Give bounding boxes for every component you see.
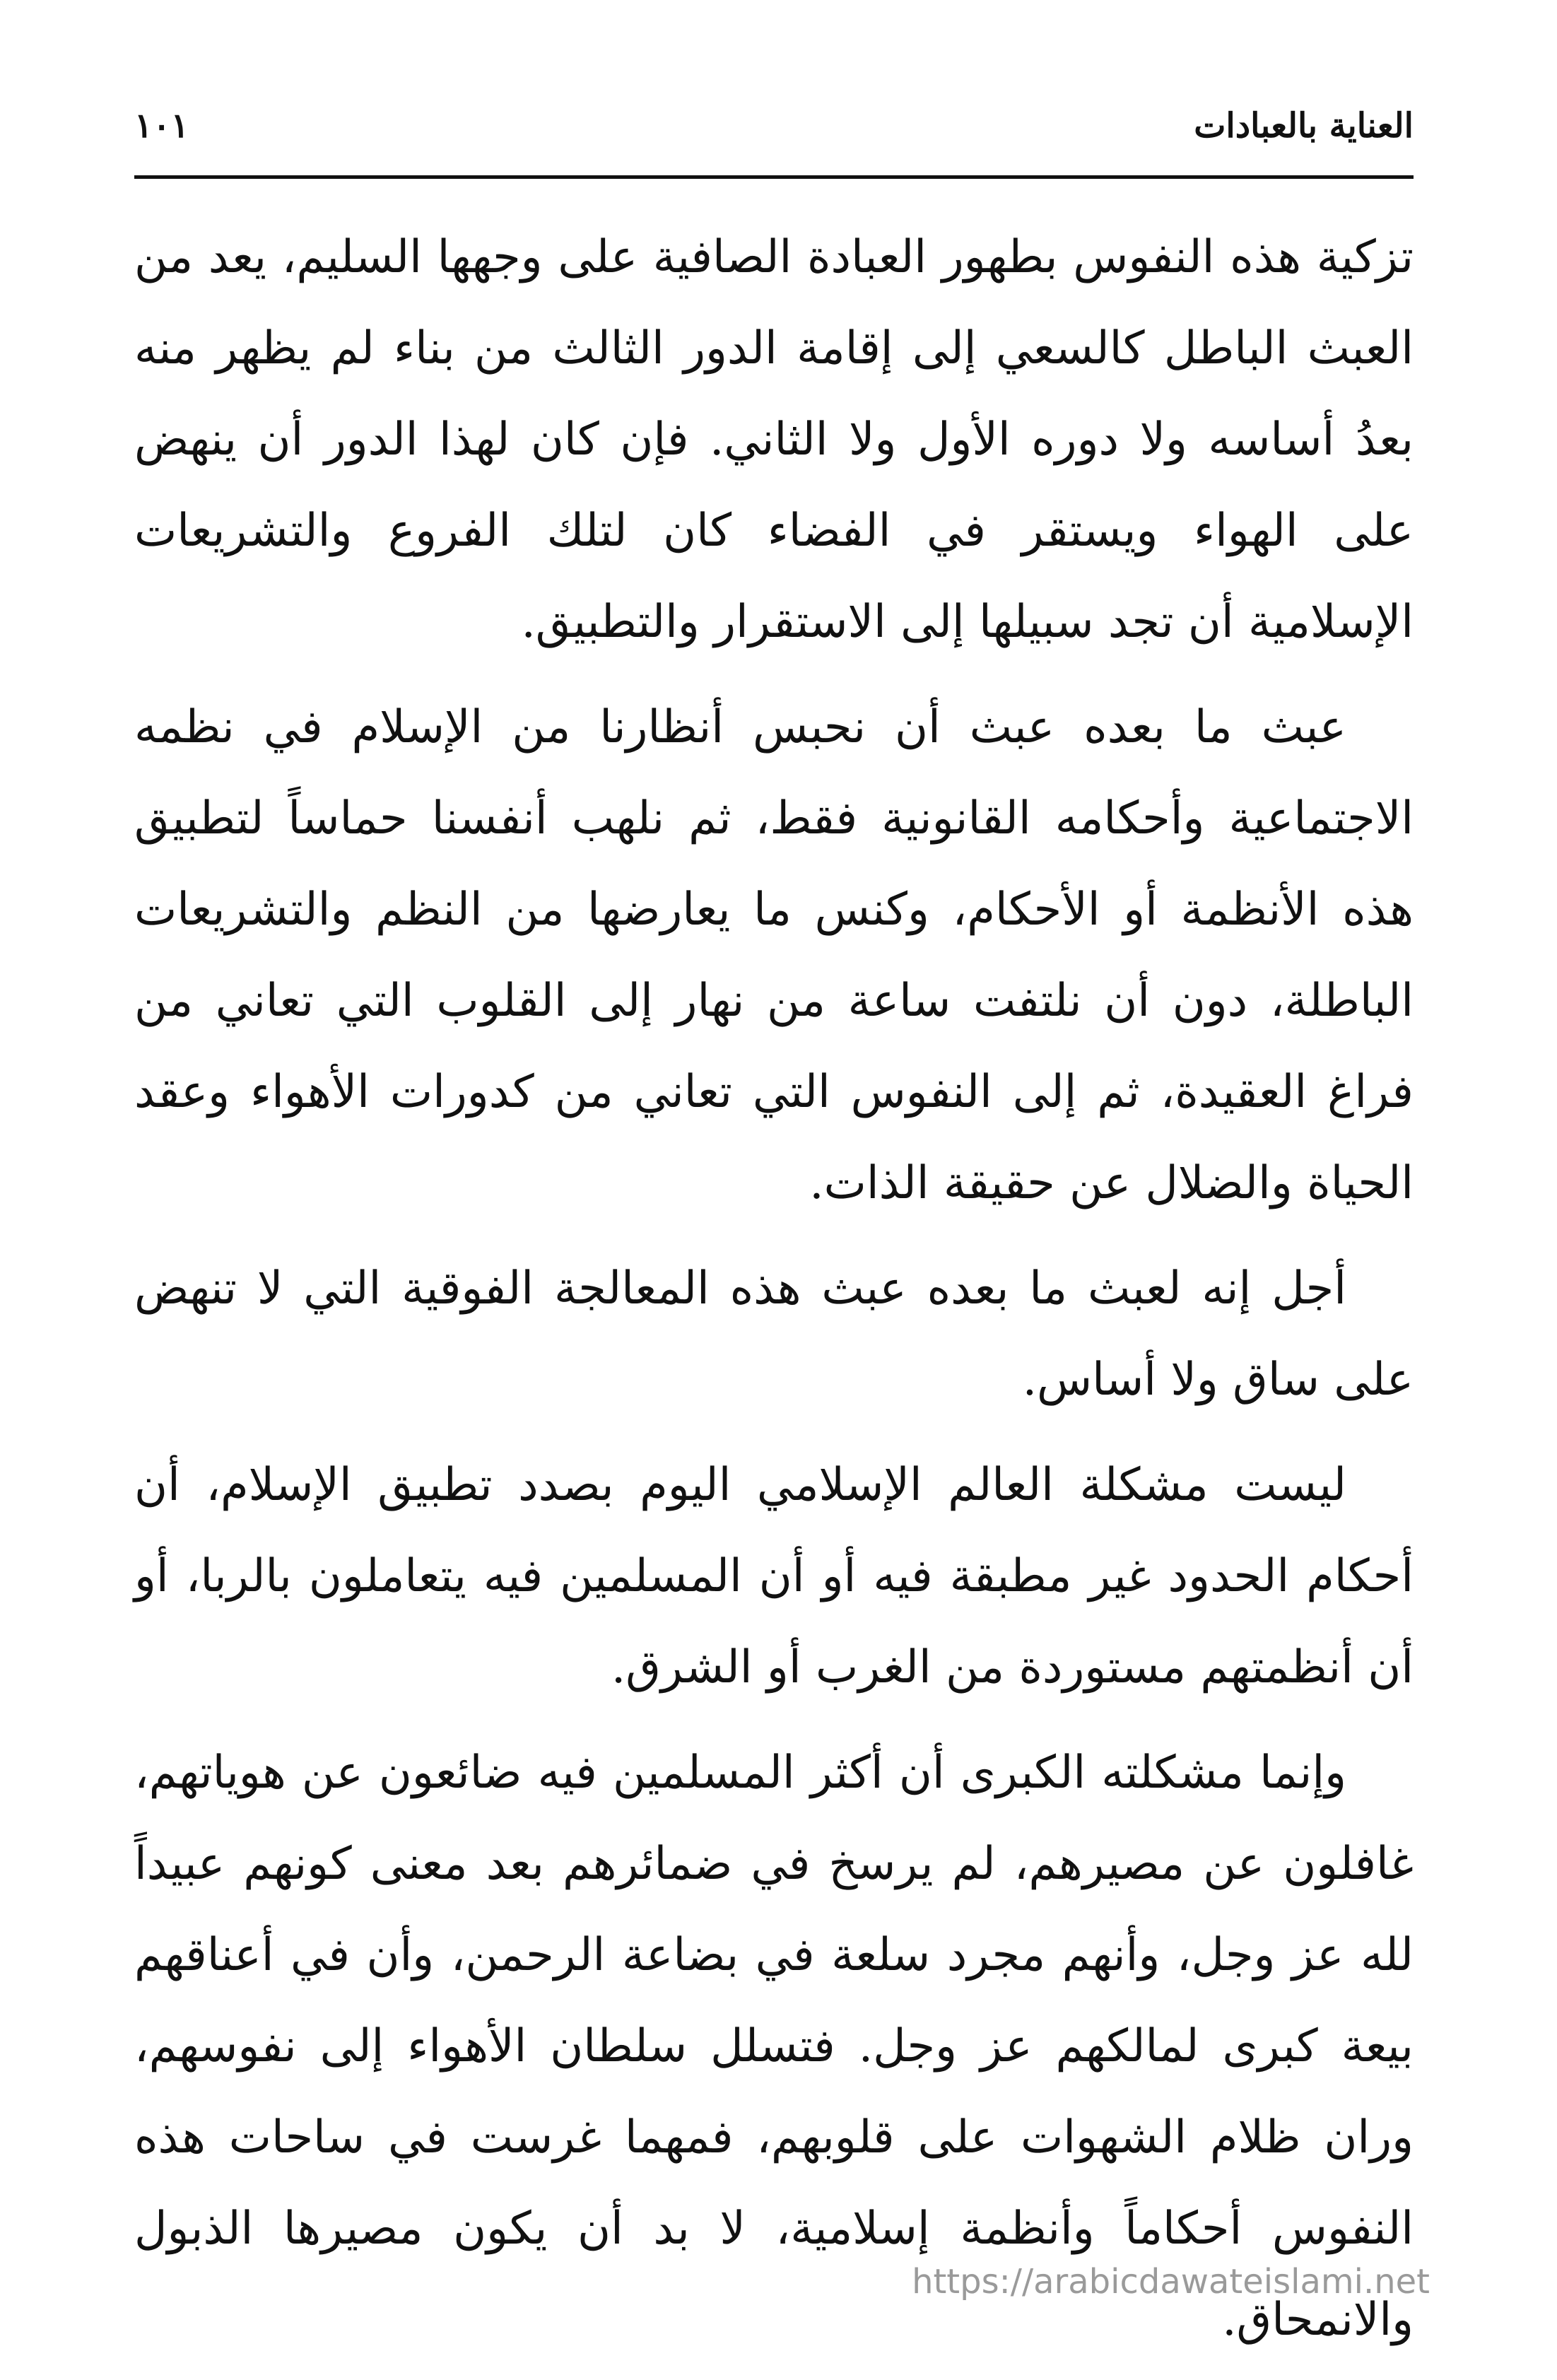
body-text [134, 212, 1414, 2380]
header-rule [134, 175, 1414, 179]
page-number: ١٠١ [134, 106, 189, 146]
running-title: العناية بالعبادات [1194, 106, 1414, 146]
paragraph-2: عبث ما بعده عبث أن نحبس أنظارنا من الإسلام في نظمه الاجتماعية وأحكامه القانونية فقط، ثم نلهب أنفسنا حماساً لتطبيق هذه الأنظمة أو الأحكام، وكنس ما يعارضها من النظم والتشريعات الباطلة، دون أن نلتفت ساعة من نهار إلى القلوب التي تعاني من فراغ العقيدة، ثم إلى النفوس التي تعاني من كدورات الأهواء وعقد الحياة والضلال عن حقيقة الذات. [134, 701, 1414, 1209]
paragraph-1: تزكية هذه النفوس بطهور العبادة الصافية على وجهها السليم، يعد من العبث الباطل كالسعي إلى إقامة الدور الثالث من بناء لم يظهر منه بعدُ أساسه ولا دوره الأول ولا الثاني. فإن كان لهذا الدور أن ينهض على الهواء ويستقر في الفضاء كان لتلك الفروع والتشريعات الإسلامية أن تجد سبيلها إلى الاستقرار والتطبيق. [134, 231, 1414, 648]
paragraph-3: أجل إنه لعبث ما بعده عبث هذه المعالجة الفوقية التي لا تنهض على ساق ولا أساس. [134, 1262, 1414, 1406]
watermark-url: https://arabicdawateislami.net [912, 2262, 1430, 2302]
page-header [134, 106, 1414, 163]
paragraph-4: ليست مشكلة العالم الإسلامي اليوم بصدد تطبيق الإسلام، أن أحكام الحدود غير مطبقة فيه أو أن المسلمين فيه يتعاملون بالربا، أو أن أنظمتهم مستوردة من الغرب أو الشرق. [134, 1459, 1414, 1694]
paragraph-5: وإنما مشكلته الكبرى أن أكثر المسلمين فيه ضائعون عن هوياتهم، غافلون عن مصيرهم، لم يرسخ في ضمائرهم بعد معنى كونهم عبيداً لله عز وجل، وأنهم مجرد سلعة في بضاعة الرحمن، وأن في أعناقهم بيعة كبرى لمالكهم عز وجل. فتسلل سلطان الأهواء إلى نفوسهم، وران ظلام الشهوات على قلوبهم، فمهما غرست في ساحات هذه النفوس أحكاماً وأنظمة إسلامية، لا بد أن يكون مصيرها الذبول والانمحاق. [134, 1747, 1414, 2346]
